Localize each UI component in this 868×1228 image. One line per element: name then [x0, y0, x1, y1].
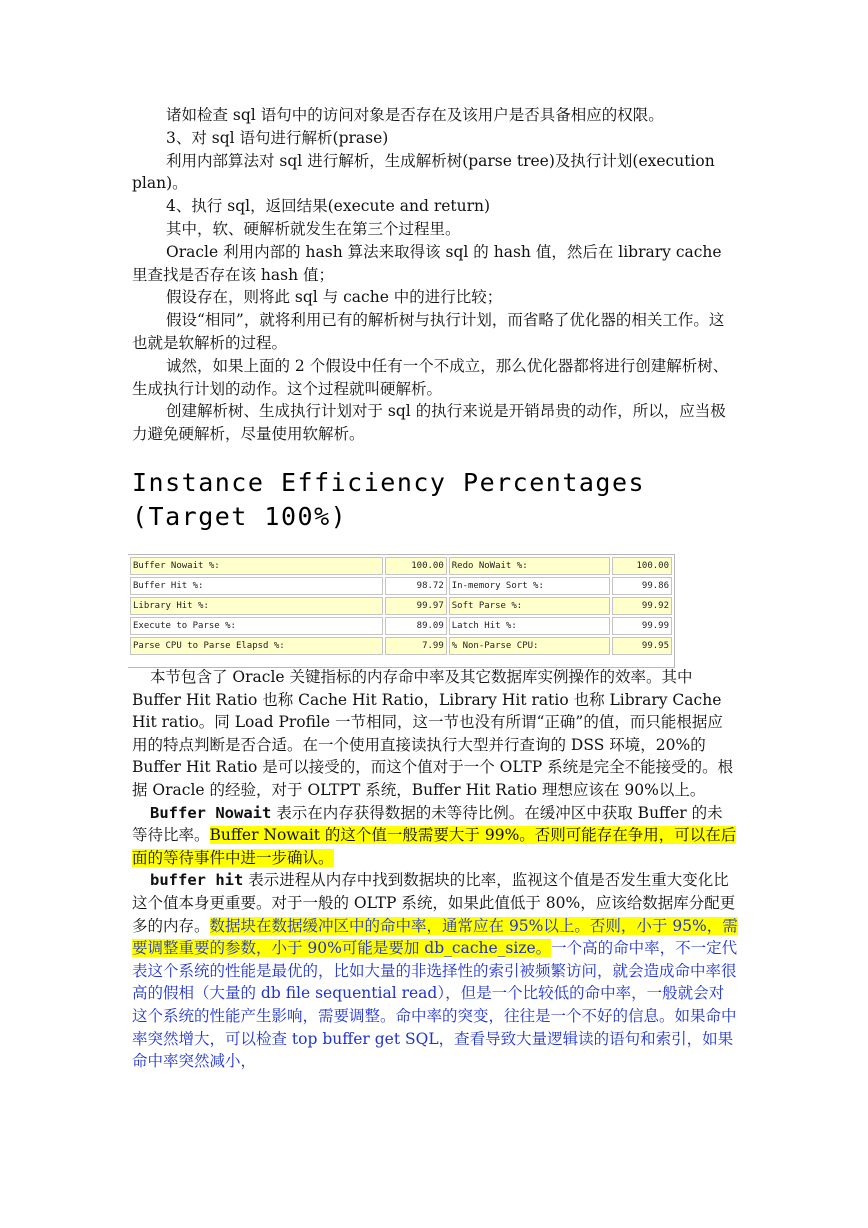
- section-heading: Instance Efficiency Percentages (Target 100%): [132, 468, 646, 531]
- metric-value: 100.00: [612, 557, 672, 575]
- intro-section: [132, 104, 738, 446]
- intro-line-4: 4、执行 sql，返回结果(execute and return): [166, 197, 491, 216]
- intro-line-3: 利用内部算法对 sql 进行解析，生成解析树(parse tree)及执行计划(execution plan)。: [132, 151, 715, 193]
- intro-line-1: 诸如检查 sql 语句中的访问对象是否存在及该用户是否具备相应的权限。: [166, 106, 664, 124]
- term-buffer-hit: buffer hit: [150, 871, 244, 890]
- metric-label: Parse CPU to Parse Elapsd %:: [130, 637, 383, 655]
- intro-line-5: 其中，软、硬解析就发生在第三个过程里。: [166, 219, 461, 238]
- buffer-nowait-highlight: Buffer Nowait 的这个值一般需要大于 99%。否则可能存在争用，可以在后面的等待事件中进一步确认。: [132, 826, 737, 867]
- table-row: [130, 577, 672, 595]
- metric-label: Latch Hit %:: [449, 617, 610, 635]
- paragraph-buffer-nowait: [132, 802, 738, 870]
- metric-value: 89.09: [385, 617, 447, 635]
- term-buffer-nowait: Buffer Nowait: [150, 803, 272, 822]
- table-row: [130, 597, 672, 615]
- metric-value: 7.99: [385, 637, 447, 655]
- intro-line-8: 假设“相同”，就将利用已有的解析树与执行计划，而省略了优化器的相关工作。这也就是软解析的过程。: [132, 311, 725, 352]
- buffer-hit-text: 表示进程从内存中找到数据块的比率，监视这个值是否发生重大变化比这个值本身更重要。对于一般的 OLTP 系统，如果此值低于 80%，应该给数据库分配更多的内存。: [132, 871, 736, 935]
- table-row: [130, 557, 672, 575]
- paragraph-overview: 本节包含了 Oracle 关键指标的内存命中率及其它数据库实例操作的效率。其中 Buffer Hit Ratio 也称 Cache Hit Ratio，Library Hit ratio 也称 Library Cache Hit ratio。同 Load Profile 一节相同，这一节也没有所谓“正确”的值，而只能根据应用的特点判断是否合适。在一个使用直接读执行大型并行查询的 DSS 环境，20%的 Buffer Hit Ratio 是可以接受的，而这个值对于一个 OLTP 系统是完全不能接受的。根据 Oracle 的经验，对于 OLTPT 系统，Buffer Hit Ratio 理想应该在 90%以上。: [132, 668, 734, 799]
- intro-line-2: 3、对 sql 语句进行解析(prase): [166, 128, 389, 147]
- buffer-hit-blue-text: 一个高的命中率，不一定代表这个系统的性能是最优的，比如大量的非选择性的索引被频繁访问，就会造成命中率很高的假相（大量的 db file sequential read），但是一个比较低的命中率，一般就会对这个系统的性能产生影响，需要调整。命中率的突变，往往是一个不好的信息。如果命中率突然增大，可以检查 top buffer get SQL，查看导致大量逻辑读的语句和索引，如果命中率突然减小，: [132, 939, 738, 1071]
- table-row: [130, 617, 672, 635]
- table-row: [130, 637, 672, 655]
- intro-line-7: 假设存在，则将此 sql 与 cache 中的进行比较；: [166, 288, 503, 307]
- buffer-nowait-text: 表示在内存获得数据的未等待比例。在缓冲区中获取 Buffer 的未等待比率。: [132, 803, 723, 845]
- metric-value: 98.72: [385, 577, 447, 595]
- efficiency-table: [128, 554, 675, 668]
- intro-line-6: Oracle 利用内部的 hash 算法来取得该 sql 的 hash 值，然后在 library cache 里查找是否存在该 hash 值；: [132, 242, 722, 284]
- metric-value: 99.95: [612, 637, 672, 655]
- intro-line-9: 诚然，如果上面的 2 个假设中任有一个不成立，那么优化器都将进行创建解析树、生成执行计划的动作。这个过程就叫硬解析。: [132, 356, 729, 398]
- metric-value: 100.00: [385, 557, 447, 575]
- buffer-hit-highlight: 数据块在数据缓冲区中的命中率，通常应在 95%以上。否则，小于 95%，需要调整重要的参数，小于 90%可能是要加 db_cache_size。: [132, 916, 738, 958]
- metric-label: Buffer Nowait %:: [130, 557, 383, 575]
- metric-label: Execute to Parse %:: [130, 617, 383, 635]
- metric-value: 99.97: [385, 597, 447, 615]
- metric-value: 99.99: [612, 617, 672, 635]
- metric-label: Redo NoWait %:: [449, 557, 610, 575]
- metric-label: % Non-Parse CPU:: [449, 637, 610, 655]
- analysis-section: [132, 666, 738, 1073]
- metric-label: In-memory Sort %:: [449, 577, 610, 595]
- metric-value: 99.92: [612, 597, 672, 615]
- metric-label: Library Hit %:: [130, 597, 383, 615]
- metric-label: Soft Parse %:: [449, 597, 610, 615]
- metric-value: 99.86: [612, 577, 672, 595]
- paragraph-buffer-hit: [132, 869, 738, 1072]
- metric-label: Buffer Hit %:: [130, 577, 383, 595]
- intro-line-10: 创建解析树、生成执行计划对于 sql 的执行来说是开销昂贵的动作，所以，应当极力避免硬解析，尽量使用软解析。: [132, 402, 726, 444]
